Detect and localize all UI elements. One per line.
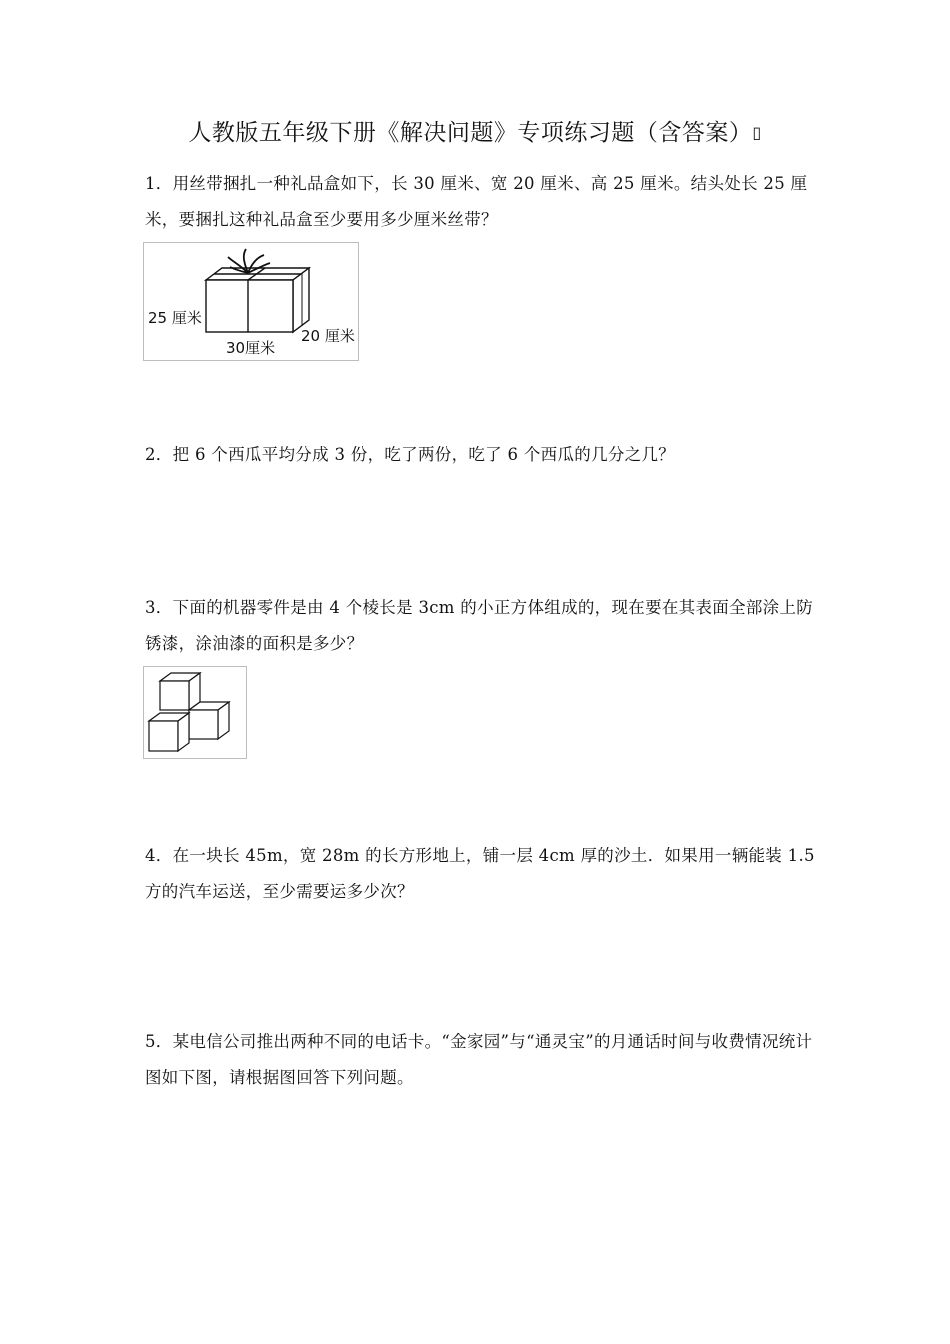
question-3: 3．下面的机器零件是由 4 个棱长是 3cm 的小正方体组成的，现在要在其表面全部涂上防锈漆，涂油漆的面积是多少？ [145,598,814,653]
length-label: 30厘米 [226,339,276,357]
cubes-figure [143,666,247,759]
width-label: 20 厘米 [301,327,355,345]
missing-glyph: ▯ [752,123,762,142]
page-title: 人教版五年级下册《解决问题》专项练习题（含答案）▯ [188,120,762,146]
question-1: 1．用丝带捆扎一种礼品盒如下，长 30 厘米、宽 20 厘米、高 25 厘米。结头处长 25 厘米，要捆扎这种礼品盒至少要用多少厘米丝带？ [145,174,808,229]
question-2: 2．把 6 个西瓜平均分成 3 份，吃了两份，吃了 6 个西瓜的几分之几？ [145,445,676,464]
gift-box-figure [143,242,359,361]
question-4: 4．在一块长 45m，宽 28m 的长方形地上，铺一层 4cm 厚的沙土．如果用一辆能装 1.5 方的汽车运送，至少需要运多少次？ [145,846,815,901]
height-label: 25 厘米 [148,309,202,327]
question-5: 5．某电信公司推出两种不同的电话卡。“金家园”与“通灵宝”的月通话时间与收费情况统计图如下图，请根据图回答下列问题。 [145,1032,813,1087]
